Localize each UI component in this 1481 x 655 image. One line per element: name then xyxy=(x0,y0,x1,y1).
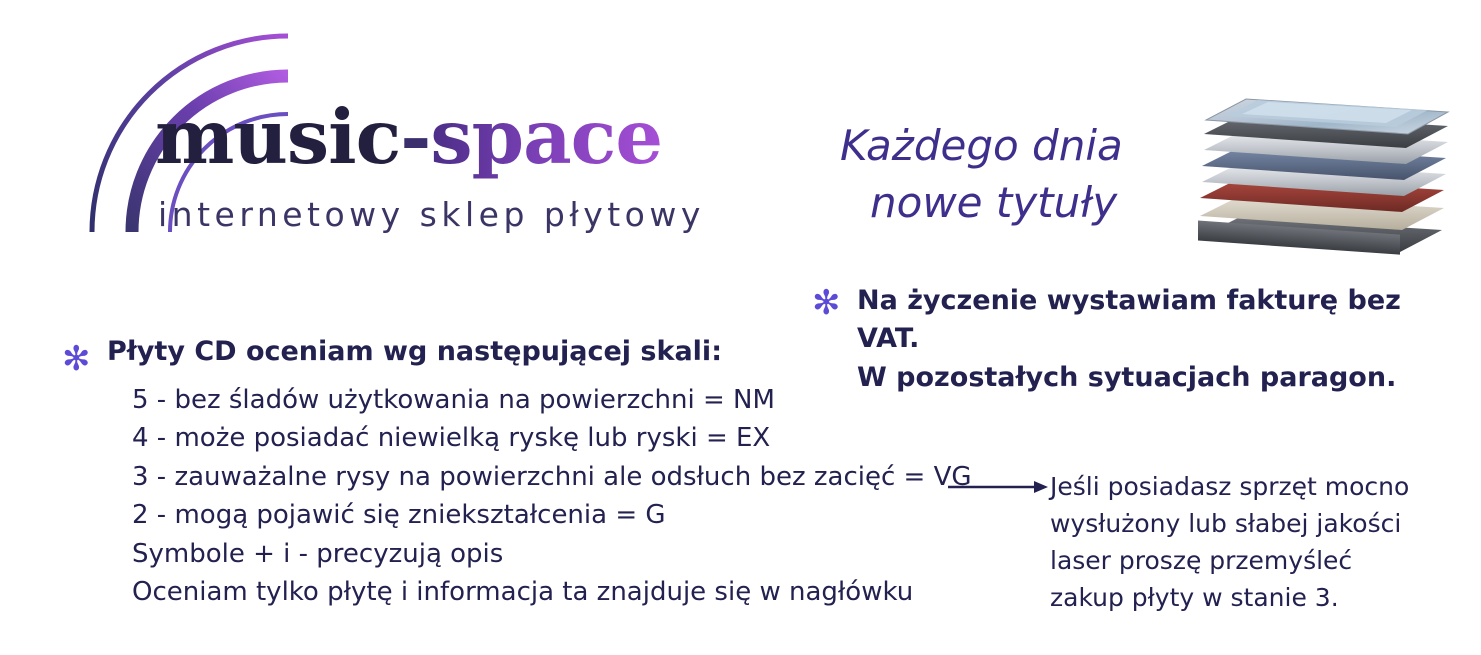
grading-scale-list xyxy=(132,381,972,612)
logo-wordmark-space: space xyxy=(430,93,663,181)
site-logo xyxy=(80,20,780,260)
list-item: Oceniam tylko płytę i informacja ta znajduje się w nagłówku xyxy=(132,577,914,608)
list-item: Symbole + i - precyzują opis xyxy=(132,538,504,569)
note-invoice-line-2: W pozostałych sytuacjach paragon. xyxy=(857,361,1397,393)
logo-wordmark-dash: - xyxy=(400,93,431,181)
list-item: 5 - bez śladów użytkowania na powierzchni = NM xyxy=(132,385,775,415)
advice-line-2: wysłużony lub słabej jakości xyxy=(1050,509,1402,538)
grading-scale-heading: Płyty CD oceniam wg następującej skali: xyxy=(107,336,722,367)
logo-wordmark-music: music xyxy=(155,93,401,181)
advice-line-3: laser proszę przemyśleć xyxy=(1050,546,1353,575)
advice-line-1: Jeśli posiadasz sprzęt mocno xyxy=(1050,472,1410,501)
logo-tagline: internetowy sklep płytowy xyxy=(158,195,705,234)
advice-line-4: zakup płyty w stanie 3. xyxy=(1050,583,1339,612)
list-item: 4 - może posiadać niewielką ryskę lub ryski = EX xyxy=(132,423,771,454)
asterisk-icon: ✻ xyxy=(812,283,841,323)
cd-stack-image xyxy=(1190,70,1450,260)
slogan xyxy=(840,118,1123,231)
list-item: 2 - mogą pojawić się zniekształcenia = G xyxy=(132,500,666,531)
list-item: 3 - zauważalne rysy na powierzchni ale odsłuch bez zacięć = VG xyxy=(132,461,972,492)
logo-wordmark xyxy=(155,93,663,181)
asterisk-icon: ✻ xyxy=(62,339,91,379)
arrow-right-icon xyxy=(948,478,1048,496)
cd-cases-icon xyxy=(1190,70,1450,260)
grading-scale xyxy=(62,336,972,612)
advice-note xyxy=(1050,468,1450,616)
slogan-line-2: nowe tytuły xyxy=(870,177,1118,227)
note-invoice-line-1: Na życzenie wystawiam fakturę bez VAT. xyxy=(857,285,1401,355)
slogan-line-1: Każdego dnia xyxy=(840,121,1123,170)
